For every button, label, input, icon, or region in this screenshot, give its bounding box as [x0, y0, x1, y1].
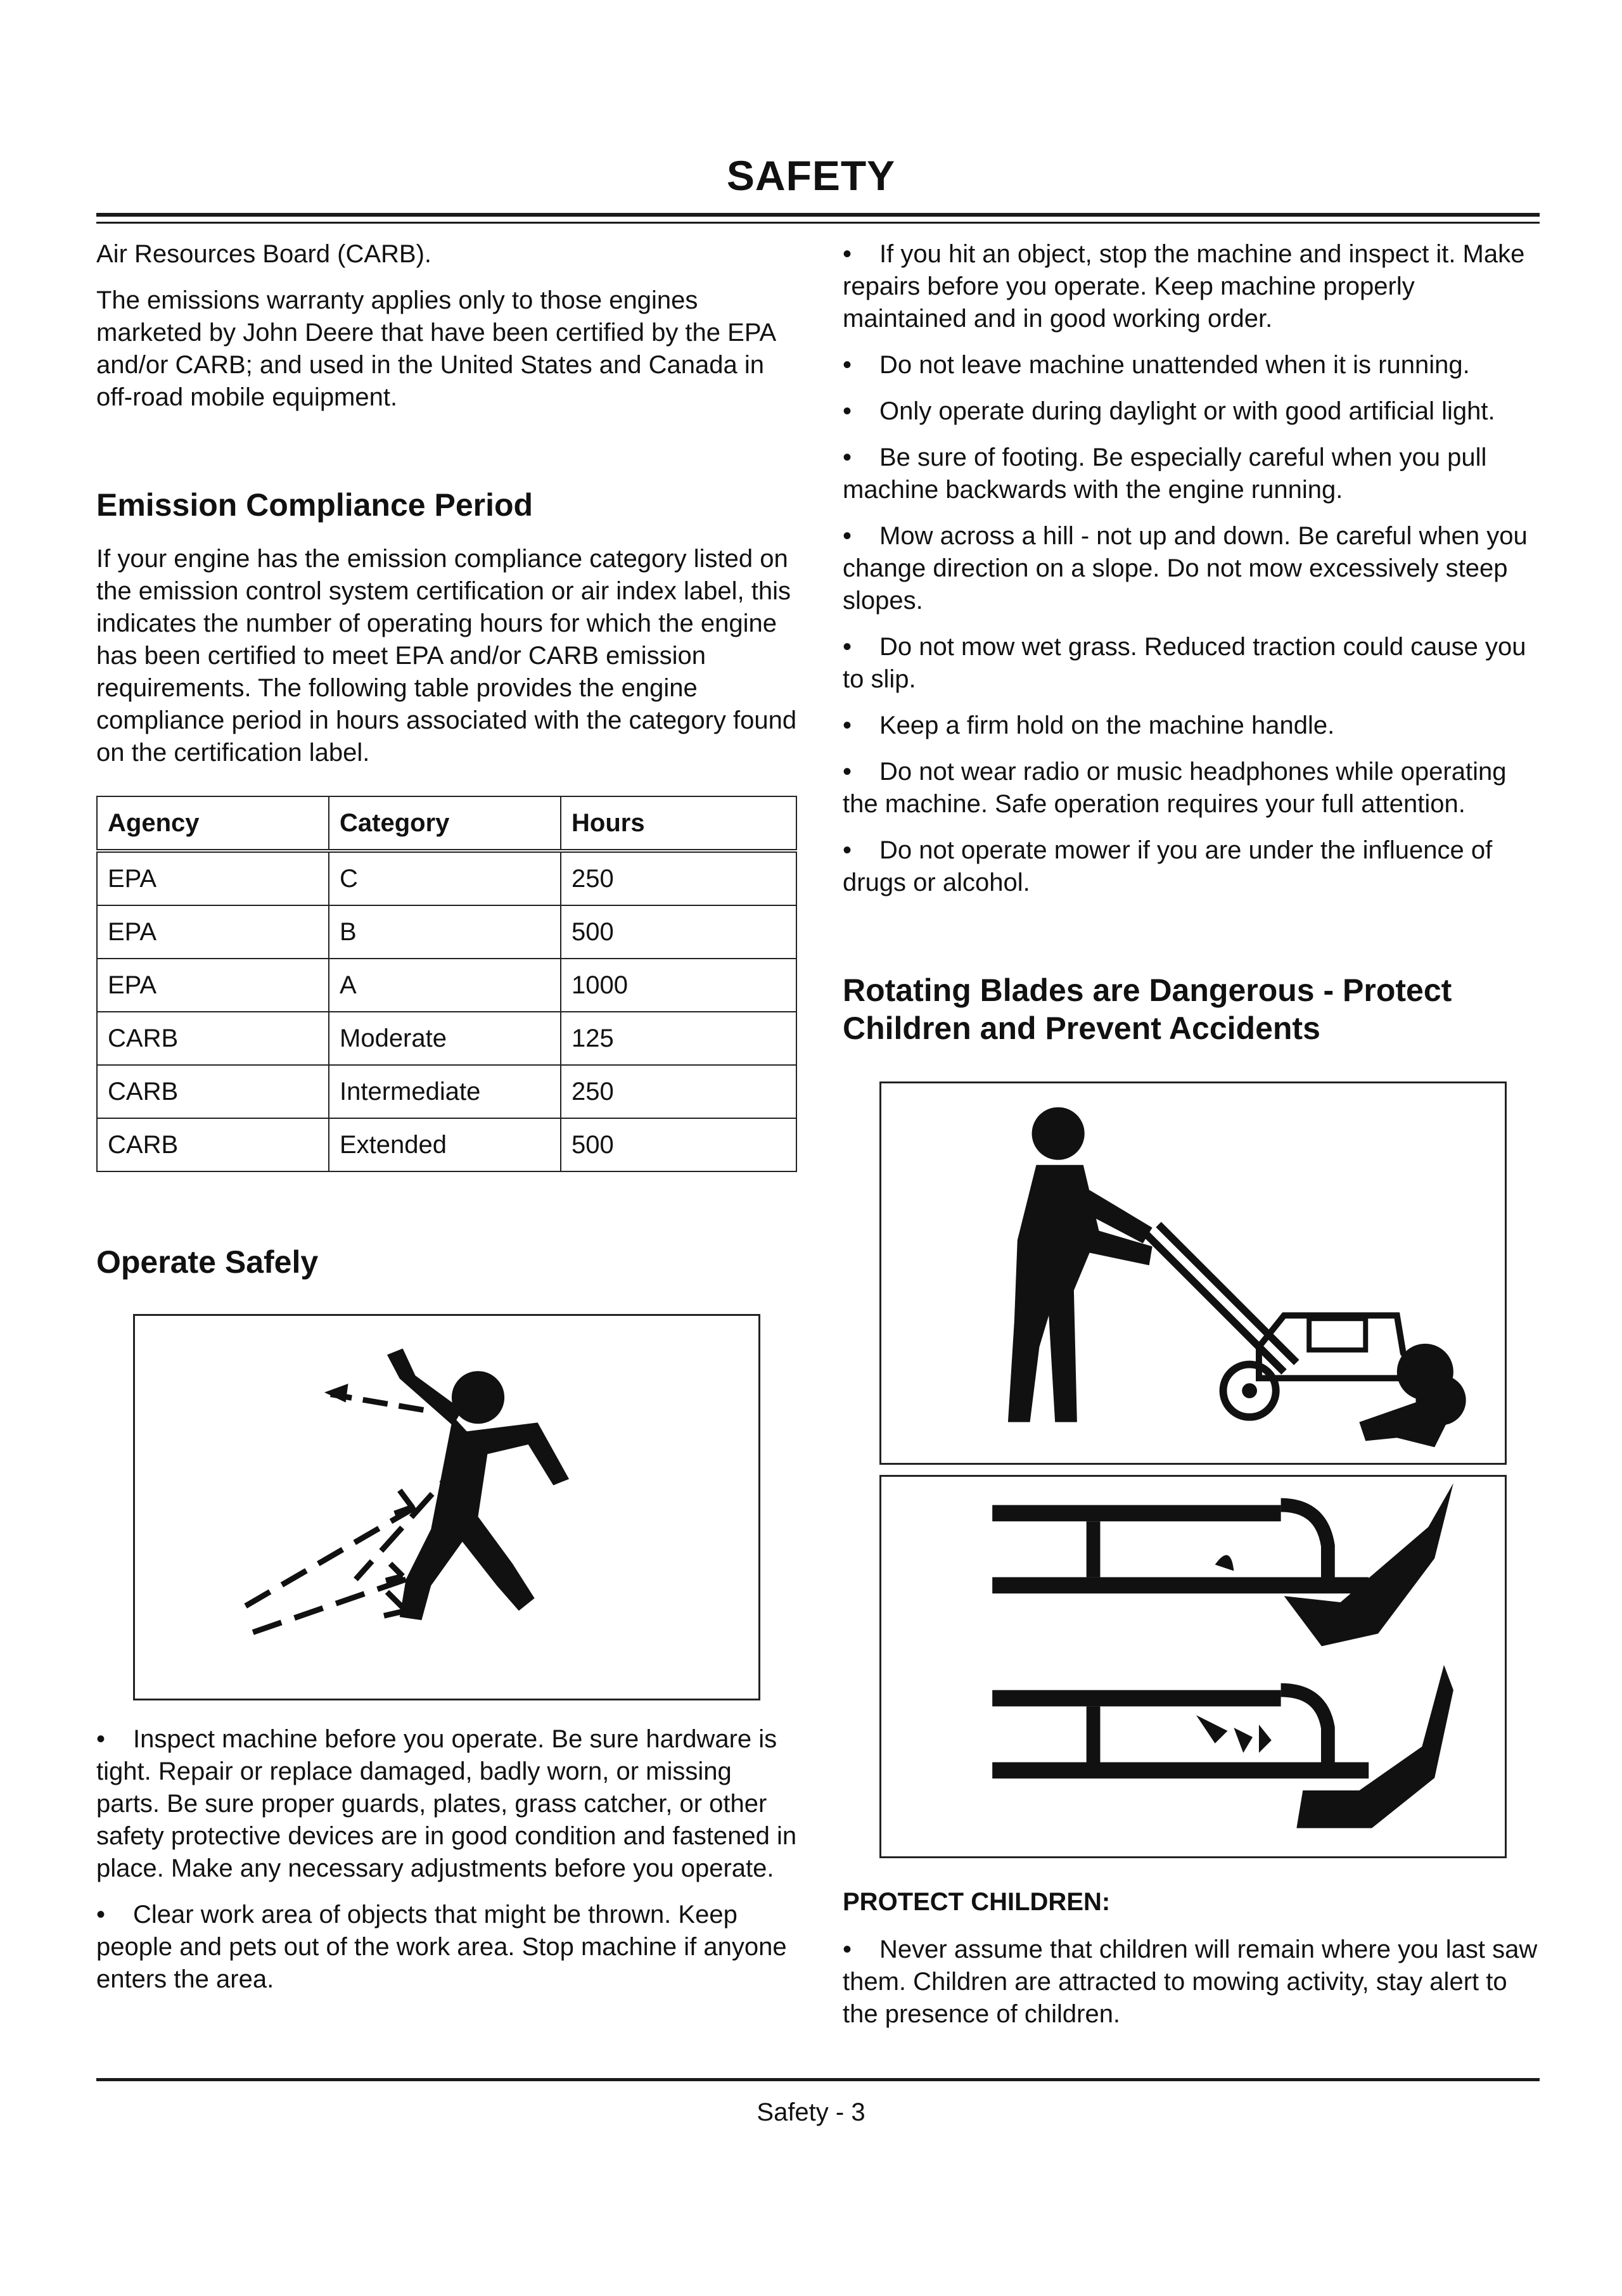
emission-text: If your engine has the emission compliance category listed on the emission control system certification or air index label, this indicates the number of operating hours for which the engine has been certified to meet EPA and/or CARB emission requirements. The following table provides the engine compliance period in hours associated with the category found on the certification label. [96, 545, 797, 767]
emission-heading: Emission Compliance Period [96, 487, 533, 523]
warranty-text: The emissions warranty applies only to those engines marketed by John Deere that have been certified by the EPA and/or CARB; and used in the United States and Canada in off-road mobile equipment. [96, 286, 776, 411]
bullet-icon: • [843, 1936, 852, 1963]
table-cell: CARB [97, 1012, 329, 1065]
table-header-row [97, 796, 796, 851]
thrown-objects-pictogram [135, 1316, 758, 1699]
list-item: • Clear work area of objects that might be thrown. Keep people and pets out of the work area. Stop machine if anyone enters the area. [96, 1899, 797, 1996]
header-category: Category [329, 796, 561, 851]
blades-heading: Rotating Blades are Dangerous - Protect Children and Prevent Accidents [843, 973, 1452, 1046]
thrown-objects-figure [133, 1314, 760, 1700]
list-item: • Only operate during daylight or with good artificial light. [843, 395, 1540, 428]
list-item: • Be sure of footing. Be especially careful when you pull machine backwards with the engine running. [843, 442, 1540, 506]
table-cell: Moderate [329, 1012, 561, 1065]
list-item: • Do not leave machine unattended when it is running. [843, 349, 1540, 381]
table-row [97, 851, 796, 905]
table-cell: C [329, 851, 561, 905]
list-item: • Mow across a hill - not up and down. Be careful when you change direction on a slope. Do not mow excessively steep slopes. [843, 520, 1540, 617]
table-cell: 1000 [561, 959, 796, 1012]
page-footer: Safety - 3 [757, 2098, 865, 2126]
bullet-icon: • [843, 633, 852, 661]
table-cell: Intermediate [329, 1065, 561, 1118]
table-row [97, 1012, 796, 1065]
operate-heading: Operate Safely [96, 1244, 319, 1280]
list-item: • Do not mow wet grass. Reduced traction could cause you to slip. [843, 631, 1540, 696]
page-title: SAFETY [726, 152, 896, 199]
child-near-mower-pictogram [881, 1083, 1505, 1463]
intro-line: Air Resources Board (CARB). [96, 240, 432, 268]
bullet-icon: • [96, 1725, 106, 1753]
protect-children-heading: PROTECT CHILDREN: [843, 1888, 1111, 1916]
footer-rule [96, 2078, 1540, 2081]
bullet-icon: • [843, 758, 852, 786]
table-cell: EPA [97, 851, 329, 905]
left-column [96, 238, 797, 2010]
table-cell: CARB [97, 1118, 329, 1171]
table-cell: A [329, 959, 561, 1012]
list-item: • Never assume that children will remain where you last saw them. Children are attracted to mowing activity, stay alert to the presence of children. [843, 1934, 1540, 2031]
header-rule-thin [96, 222, 1540, 224]
blade-foot-injury-pictogram [881, 1477, 1505, 1856]
list-item: • Inspect machine before you operate. Be sure hardware is tight. Repair or replace damaged, badly worn, or missing parts. Be sure proper guards, plates, grass catcher, or other safety protective devices are in good condition and fastened in place. Make any necessary adjustments before you operate. [96, 1723, 797, 1885]
table-row [97, 959, 796, 1012]
blade-feet-figure [879, 1475, 1507, 1858]
header-hours: Hours [561, 796, 796, 851]
bullet-icon: • [843, 711, 852, 739]
list-item: • Do not wear radio or music headphones while operating the machine. Safe operation requires your full attention. [843, 756, 1540, 820]
bullet-icon: • [843, 443, 852, 471]
child-mower-figure [879, 1081, 1507, 1465]
bullet-icon: • [96, 1901, 106, 1929]
table-cell: CARB [97, 1065, 329, 1118]
table-cell: 500 [561, 1118, 796, 1171]
compliance-table [96, 796, 797, 1172]
table-row [97, 905, 796, 959]
bullet-icon: • [843, 240, 852, 268]
bullet-icon: • [843, 522, 852, 550]
header-agency: Agency [97, 796, 329, 851]
list-item: • Keep a firm hold on the machine handle. [843, 710, 1540, 742]
table-cell: EPA [97, 905, 329, 959]
header-rule [96, 213, 1540, 217]
table-cell: 250 [561, 1065, 796, 1118]
table-cell: 125 [561, 1012, 796, 1065]
table-row [97, 1118, 796, 1171]
table-row [97, 1065, 796, 1118]
table-cell: Extended [329, 1118, 561, 1171]
list-item: • If you hit an object, stop the machine and inspect it. Make repairs before you operate. Keep machine properly maintained and in good working order. [843, 238, 1540, 335]
table-cell: 250 [561, 851, 796, 905]
bullet-icon: • [843, 836, 852, 864]
list-item: • Do not operate mower if you are under the influence of drugs or alcohol. [843, 834, 1540, 899]
bullet-icon: • [843, 397, 852, 425]
table-cell: B [329, 905, 561, 959]
table-cell: EPA [97, 959, 329, 1012]
table-cell: 500 [561, 905, 796, 959]
bullet-icon: • [843, 351, 852, 379]
right-column [843, 238, 1540, 2044]
